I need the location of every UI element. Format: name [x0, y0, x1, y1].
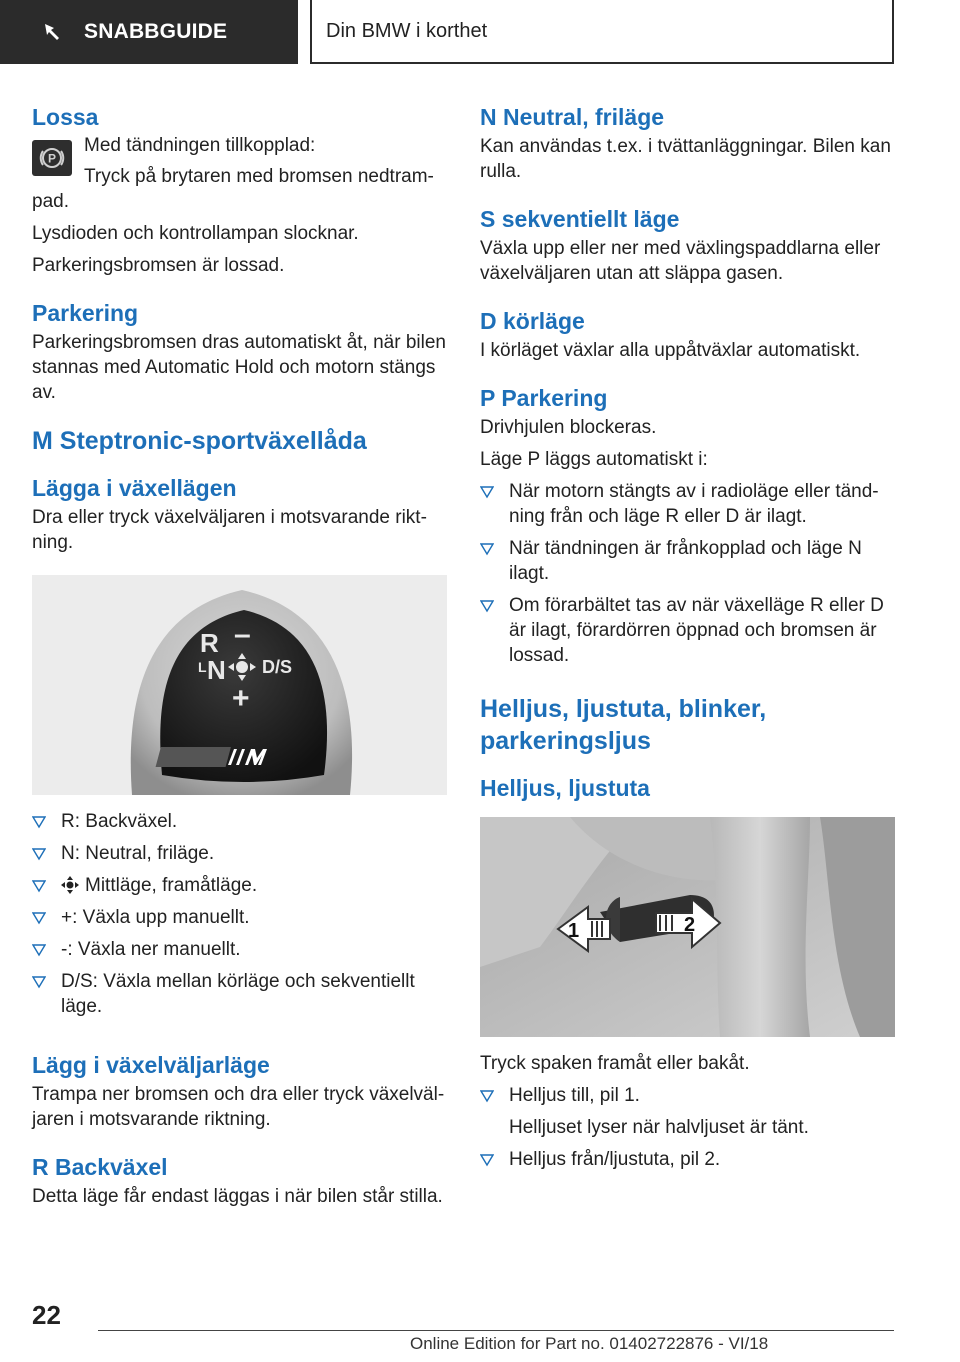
p-item-text: Om förarbältet tas av när växelläge R eller D är ilagt, förardörren öppnad och bromsen är lossad.: [509, 595, 884, 666]
triangle-bullet-icon: [32, 943, 46, 957]
n-heading: N Neutral, friläge: [480, 104, 665, 130]
steptronic-heading: M Steptronic-sportväxellåda: [32, 427, 367, 455]
list-item: [32, 873, 447, 898]
list-item: [32, 905, 447, 930]
gear-list: [32, 809, 447, 1019]
parkering-text: Parkeringsbromsen dras automatiskt åt, när bilen stannas med Automatic Hold och motorn stängs av.: [32, 332, 446, 403]
list-item: [32, 969, 447, 1019]
gear-selector-figure: [32, 575, 447, 795]
lagg-heading: Lägg i växelväljarläge: [32, 1052, 270, 1078]
quick-guide-icon: [42, 21, 64, 43]
light-stalk-figure: [480, 817, 895, 1037]
arrow-2-label: 2: [684, 914, 696, 936]
gear-item-text: -: Växla ner manuellt.: [61, 939, 241, 960]
p-item-text: När motorn stängts av i radioläge eller tänd‐ning från och läge R eller D är ilagt.: [509, 481, 879, 527]
lossa-released-text: Parkeringsbromsen är lossad.: [32, 255, 285, 276]
s-text: Växla upp eller ner med växlingspaddlarna eller växelväljaren utan att släppa gasen.: [480, 238, 881, 284]
p-text1: Drivhjulen blockeras.: [480, 417, 657, 438]
list-item: [32, 841, 447, 866]
d-heading: D körläge: [480, 308, 585, 334]
helljus-item-text: Helljus till, pil 1.: [509, 1085, 640, 1106]
arrow-1-label: 1: [568, 920, 580, 942]
list-item: [480, 593, 895, 668]
gear-item-text: N: Neutral, friläge.: [61, 843, 215, 864]
knob-label-ds: D/S: [262, 657, 293, 677]
left-column: [32, 102, 447, 1209]
s-heading: S sekventiellt läge: [480, 206, 680, 232]
triangle-bullet-icon: [32, 975, 46, 989]
triangle-bullet-icon: [480, 599, 494, 613]
page-number: 22: [32, 1300, 61, 1330]
chapter-title: Din BMW i korthet: [310, 0, 894, 64]
lossa-led-text: Lysdioden och kontrollampan slocknar.: [32, 223, 359, 244]
list-item: [32, 809, 447, 834]
knob-label-plus: +: [232, 682, 250, 715]
parkering-heading: Parkering: [32, 300, 139, 326]
list-item: [32, 937, 447, 962]
gear-item-text: R: Backväxel.: [61, 811, 178, 832]
helljus-item-subtext: Helljuset lyser när halvljuset är tänt.: [509, 1117, 809, 1138]
list-item: [480, 1083, 895, 1140]
triangle-bullet-icon: [480, 1153, 494, 1167]
helljus-heading: Helljus, ljustuta, blinker, parkeringsljus: [480, 695, 767, 755]
triangle-bullet-icon: [480, 1089, 494, 1103]
right-column: [480, 102, 895, 1179]
gear-item-text: Mittläge, framåtläge.: [85, 875, 258, 896]
r-text: Detta läge får endast läggas i när bilen står stilla.: [32, 1186, 443, 1207]
knob-label-minus: –: [234, 618, 251, 651]
knob-label-r: R: [200, 628, 219, 658]
triangle-bullet-icon: [32, 879, 46, 893]
d-text: I körläget växlar alla uppåtväxlar automatiskt.: [480, 340, 861, 361]
gear-knob-illustration: [32, 575, 447, 795]
triangle-bullet-icon: [32, 815, 46, 829]
lagga-text: Dra eller tryck växelväljaren i motsvarande rikt‐ning.: [32, 507, 427, 553]
lossa-line1: Med tändningen tillkopplad:: [84, 135, 316, 156]
svg-text:P: P: [47, 151, 57, 166]
lagg-text: Trampa ner bromsen och dra eller tryck växelväl‐jaren i motsvarande riktning.: [32, 1084, 445, 1130]
gear-item-text: D/S: Växla mellan körläge och sekventiellt läge.: [61, 971, 415, 1017]
parking-brake-icon: [32, 140, 72, 176]
triangle-bullet-icon: [32, 847, 46, 861]
lossa-heading: Lossa: [32, 104, 99, 130]
p-heading: P Parkering: [480, 385, 608, 411]
p-item-text: När tändningen är frånkopplad och läge N ilagt.: [509, 538, 862, 584]
knob-label-n: N: [207, 655, 226, 685]
lagga-heading: Lägga i växellägen: [32, 475, 237, 501]
n-text: Kan användas t.ex. i tvättanläggningar. Bilen kan rulla.: [480, 136, 891, 182]
list-item: [480, 536, 895, 586]
section-tab-label: SNABBGUIDE: [84, 20, 228, 43]
footer-edition: Online Edition for Part no. 01402722876 - VI/18: [410, 1334, 769, 1353]
r-heading: R Backväxel: [32, 1154, 168, 1180]
knob-label-l: L: [198, 659, 207, 675]
triangle-bullet-icon: [480, 485, 494, 499]
footer-divider: [98, 1330, 894, 1331]
gear-item-text: +: Växla upp manuellt.: [61, 907, 250, 928]
helljus-item-text: Helljus från/ljustuta, pil 2.: [509, 1149, 721, 1170]
p-list: [480, 479, 895, 668]
parking-brake-symbol: [38, 144, 66, 172]
list-item: [480, 479, 895, 529]
section-tab[interactable]: [0, 0, 298, 64]
selector-center-icon: [61, 876, 79, 894]
lossa-line2: Tryck på brytaren med bromsen nedtram‐pad.: [32, 166, 434, 212]
helljus-subheading: Helljus, ljustuta: [480, 775, 650, 801]
lossa-section: [32, 102, 447, 214]
triangle-bullet-icon: [32, 911, 46, 925]
triangle-bullet-icon: [480, 542, 494, 556]
light-stalk-illustration: [480, 817, 895, 1037]
helljus-list: [480, 1083, 895, 1172]
list-item: [480, 1147, 895, 1172]
p-text2: Läge P läggs automatiskt i:: [480, 449, 708, 470]
tryck-text: Tryck spaken framåt eller bakåt.: [480, 1053, 750, 1074]
